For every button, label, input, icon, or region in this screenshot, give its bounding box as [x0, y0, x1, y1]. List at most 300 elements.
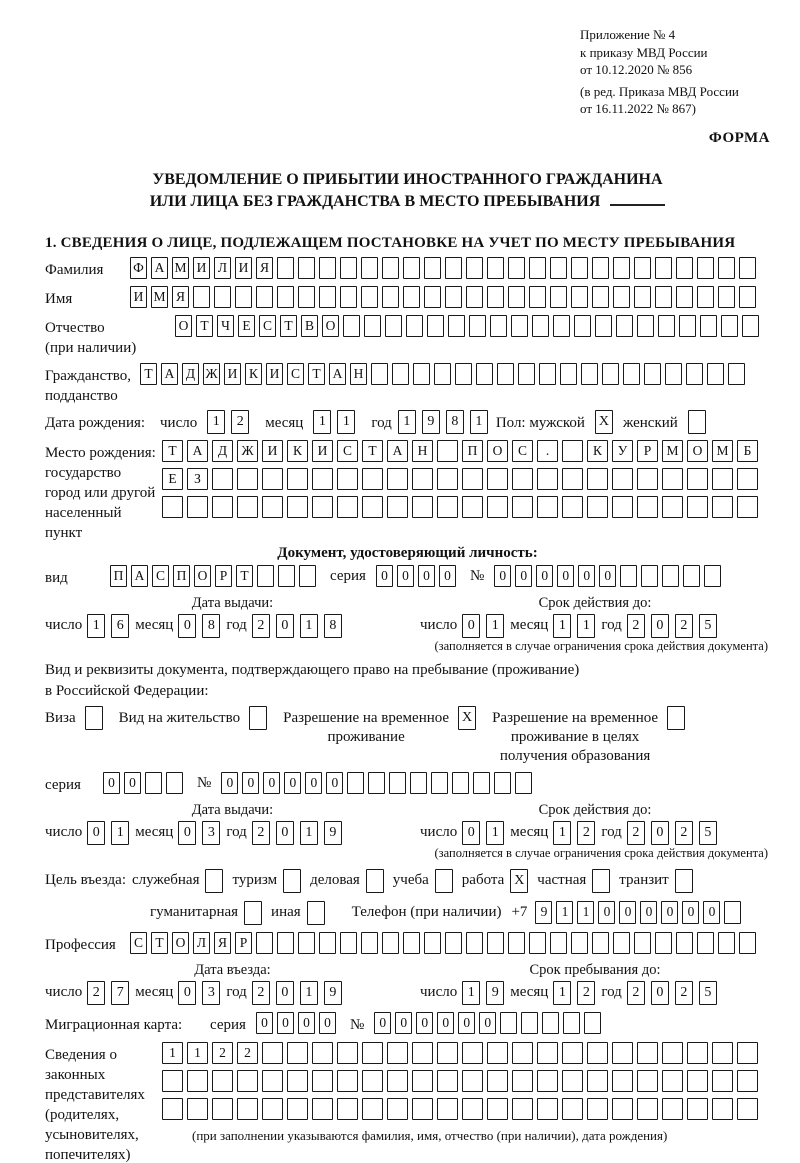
- char-cell[interactable]: [737, 1042, 758, 1064]
- char-cell[interactable]: [529, 286, 546, 308]
- char-cell[interactable]: [662, 468, 683, 490]
- id-valid-year-input[interactable]: [627, 614, 723, 638]
- char-cell[interactable]: [637, 496, 658, 518]
- char-cell[interactable]: [427, 315, 444, 337]
- char-cell[interactable]: [571, 286, 588, 308]
- char-cell[interactable]: [162, 1070, 183, 1092]
- char-cell[interactable]: [487, 1070, 508, 1092]
- char-cell[interactable]: [637, 1070, 658, 1092]
- char-cell[interactable]: [278, 565, 295, 587]
- char-cell[interactable]: 0: [458, 1012, 475, 1034]
- birth-day-input[interactable]: [207, 410, 255, 434]
- id-number-input[interactable]: [494, 565, 725, 589]
- char-cell[interactable]: 2: [237, 1042, 258, 1064]
- birth-place-row3-input[interactable]: [162, 496, 762, 520]
- char-cell[interactable]: [739, 932, 756, 954]
- char-cell[interactable]: 5: [699, 981, 717, 1005]
- char-cell[interactable]: 1: [162, 1042, 183, 1064]
- char-cell[interactable]: 8: [446, 410, 464, 434]
- char-cell[interactable]: 0: [319, 1012, 336, 1034]
- char-cell[interactable]: [424, 286, 441, 308]
- char-cell[interactable]: О: [175, 315, 192, 337]
- char-cell[interactable]: 0: [536, 565, 553, 587]
- char-cell[interactable]: 2: [252, 981, 270, 1005]
- char-cell[interactable]: [676, 257, 693, 279]
- char-cell[interactable]: 1: [398, 410, 416, 434]
- char-cell[interactable]: [361, 257, 378, 279]
- char-cell[interactable]: [235, 286, 252, 308]
- char-cell[interactable]: [512, 496, 533, 518]
- char-cell[interactable]: 2: [627, 981, 645, 1005]
- char-cell[interactable]: Т: [362, 440, 383, 462]
- char-cell[interactable]: [595, 315, 612, 337]
- char-cell[interactable]: 1: [462, 981, 480, 1005]
- char-cell[interactable]: 2: [675, 614, 693, 638]
- char-cell[interactable]: [508, 257, 525, 279]
- char-cell[interactable]: О: [194, 565, 211, 587]
- char-cell[interactable]: [623, 363, 640, 385]
- mig-series-input[interactable]: [256, 1012, 340, 1036]
- char-cell[interactable]: [237, 1098, 258, 1120]
- char-cell[interactable]: 1: [486, 821, 504, 845]
- char-cell[interactable]: [362, 1098, 383, 1120]
- char-cell[interactable]: [487, 1042, 508, 1064]
- permit-valid-year-input[interactable]: [627, 821, 723, 845]
- char-cell[interactable]: [455, 363, 472, 385]
- permit-series-input[interactable]: [103, 772, 187, 796]
- char-cell[interactable]: [704, 565, 721, 587]
- char-cell[interactable]: [431, 772, 448, 794]
- char-cell[interactable]: [368, 772, 385, 794]
- char-cell[interactable]: [592, 932, 609, 954]
- char-cell[interactable]: [612, 468, 633, 490]
- char-cell[interactable]: 0: [374, 1012, 391, 1034]
- char-cell[interactable]: М: [662, 440, 683, 462]
- char-cell[interactable]: [312, 1042, 333, 1064]
- char-cell[interactable]: 0: [651, 614, 669, 638]
- char-cell[interactable]: [587, 1098, 608, 1120]
- char-cell[interactable]: 0: [682, 901, 699, 924]
- char-cell[interactable]: [312, 1070, 333, 1092]
- char-cell[interactable]: [655, 286, 672, 308]
- char-cell[interactable]: 1: [337, 410, 355, 434]
- char-cell[interactable]: [487, 1098, 508, 1120]
- char-cell[interactable]: [739, 286, 756, 308]
- char-cell[interactable]: 0: [178, 981, 196, 1005]
- id-valid-month-input[interactable]: [553, 614, 601, 638]
- char-cell[interactable]: А: [387, 440, 408, 462]
- char-cell[interactable]: И: [130, 286, 147, 308]
- char-cell[interactable]: [257, 565, 274, 587]
- char-cell[interactable]: [613, 932, 630, 954]
- char-cell[interactable]: [277, 257, 294, 279]
- char-cell[interactable]: [574, 315, 591, 337]
- char-cell[interactable]: [424, 932, 441, 954]
- char-cell[interactable]: [553, 315, 570, 337]
- char-cell[interactable]: 0: [439, 565, 456, 587]
- char-cell[interactable]: [612, 1070, 633, 1092]
- char-cell[interactable]: [382, 286, 399, 308]
- entry-year-input[interactable]: [252, 981, 348, 1005]
- char-cell[interactable]: [662, 1042, 683, 1064]
- char-cell[interactable]: А: [161, 363, 178, 385]
- char-cell[interactable]: [445, 932, 462, 954]
- char-cell[interactable]: 0: [479, 1012, 496, 1034]
- char-cell[interactable]: 0: [599, 565, 616, 587]
- char-cell[interactable]: [515, 772, 532, 794]
- char-cell[interactable]: [563, 1012, 580, 1034]
- char-cell[interactable]: [476, 363, 493, 385]
- char-cell[interactable]: [262, 468, 283, 490]
- char-cell[interactable]: [340, 932, 357, 954]
- char-cell[interactable]: [687, 1042, 708, 1064]
- char-cell[interactable]: М: [712, 440, 733, 462]
- char-cell[interactable]: 6: [111, 614, 129, 638]
- char-cell[interactable]: [193, 286, 210, 308]
- char-cell[interactable]: [655, 932, 672, 954]
- char-cell[interactable]: [687, 1070, 708, 1092]
- char-cell[interactable]: [620, 565, 637, 587]
- char-cell[interactable]: Т: [280, 315, 297, 337]
- char-cell[interactable]: 0: [276, 614, 294, 638]
- male-checkbox[interactable]: [595, 410, 613, 434]
- char-cell[interactable]: [387, 1042, 408, 1064]
- char-cell[interactable]: [511, 315, 528, 337]
- char-cell[interactable]: [298, 932, 315, 954]
- char-cell[interactable]: Я: [256, 257, 273, 279]
- char-cell[interactable]: [697, 257, 714, 279]
- char-cell[interactable]: [462, 1098, 483, 1120]
- char-cell[interactable]: [587, 1042, 608, 1064]
- purpose-tourism-checkbox[interactable]: [283, 869, 301, 893]
- char-cell[interactable]: [337, 1098, 358, 1120]
- char-cell[interactable]: [366, 869, 384, 893]
- char-cell[interactable]: 0: [277, 1012, 294, 1034]
- char-cell[interactable]: [277, 932, 294, 954]
- char-cell[interactable]: 0: [703, 901, 720, 924]
- id-issue-day-input[interactable]: [87, 614, 135, 638]
- char-cell[interactable]: [387, 468, 408, 490]
- char-cell[interactable]: [487, 496, 508, 518]
- char-cell[interactable]: [737, 468, 758, 490]
- permit-issue-day-input[interactable]: [87, 821, 135, 845]
- char-cell[interactable]: 9: [324, 981, 342, 1005]
- char-cell[interactable]: С: [259, 315, 276, 337]
- char-cell[interactable]: И: [235, 257, 252, 279]
- id-issue-month-input[interactable]: [178, 614, 226, 638]
- id-series-input[interactable]: [376, 565, 460, 589]
- char-cell[interactable]: [718, 932, 735, 954]
- char-cell[interactable]: [676, 932, 693, 954]
- char-cell[interactable]: [145, 772, 162, 794]
- char-cell[interactable]: [371, 363, 388, 385]
- char-cell[interactable]: [361, 932, 378, 954]
- char-cell[interactable]: [462, 468, 483, 490]
- char-cell[interactable]: [592, 869, 610, 893]
- char-cell[interactable]: К: [587, 440, 608, 462]
- char-cell[interactable]: [560, 363, 577, 385]
- char-cell[interactable]: [508, 932, 525, 954]
- char-cell[interactable]: 0: [298, 1012, 315, 1034]
- char-cell[interactable]: [683, 565, 700, 587]
- char-cell[interactable]: [473, 772, 490, 794]
- char-cell[interactable]: 2: [675, 821, 693, 845]
- char-cell[interactable]: [413, 363, 430, 385]
- id-valid-day-input[interactable]: [462, 614, 510, 638]
- char-cell[interactable]: 0: [494, 565, 511, 587]
- residence-permit-checkbox[interactable]: [249, 706, 267, 730]
- char-cell[interactable]: [387, 496, 408, 518]
- char-cell[interactable]: [487, 257, 504, 279]
- char-cell[interactable]: 0: [462, 821, 480, 845]
- char-cell[interactable]: [602, 363, 619, 385]
- char-cell[interactable]: [287, 496, 308, 518]
- char-cell[interactable]: [237, 468, 258, 490]
- visa-checkbox[interactable]: [85, 706, 103, 730]
- char-cell[interactable]: [283, 869, 301, 893]
- char-cell[interactable]: [437, 1098, 458, 1120]
- char-cell[interactable]: Д: [182, 363, 199, 385]
- char-cell[interactable]: [537, 1070, 558, 1092]
- char-cell[interactable]: Е: [162, 468, 183, 490]
- char-cell[interactable]: [662, 1070, 683, 1092]
- char-cell[interactable]: [469, 315, 486, 337]
- char-cell[interactable]: [362, 1070, 383, 1092]
- patronymic-input[interactable]: [175, 315, 763, 339]
- char-cell[interactable]: [512, 468, 533, 490]
- char-cell[interactable]: 0: [418, 565, 435, 587]
- char-cell[interactable]: С: [287, 363, 304, 385]
- char-cell[interactable]: 0: [256, 1012, 273, 1034]
- char-cell[interactable]: [362, 468, 383, 490]
- char-cell[interactable]: [562, 1070, 583, 1092]
- char-cell[interactable]: [537, 496, 558, 518]
- char-cell[interactable]: [212, 1070, 233, 1092]
- char-cell[interactable]: 2: [252, 821, 270, 845]
- char-cell[interactable]: [697, 286, 714, 308]
- char-cell[interactable]: X: [510, 869, 528, 893]
- char-cell[interactable]: [187, 496, 208, 518]
- char-cell[interactable]: [361, 286, 378, 308]
- representatives-row2-input[interactable]: [162, 1070, 762, 1094]
- char-cell[interactable]: З: [187, 468, 208, 490]
- purpose-transit-checkbox[interactable]: [675, 869, 693, 893]
- char-cell[interactable]: 9: [486, 981, 504, 1005]
- char-cell[interactable]: 7: [111, 981, 129, 1005]
- char-cell[interactable]: [521, 1012, 538, 1034]
- char-cell[interactable]: [340, 286, 357, 308]
- char-cell[interactable]: 0: [598, 901, 615, 924]
- char-cell[interactable]: М: [151, 286, 168, 308]
- char-cell[interactable]: 9: [535, 901, 552, 924]
- char-cell[interactable]: [539, 363, 556, 385]
- char-cell[interactable]: [707, 363, 724, 385]
- char-cell[interactable]: 8: [202, 614, 220, 638]
- char-cell[interactable]: Т: [162, 440, 183, 462]
- char-cell[interactable]: [262, 496, 283, 518]
- char-cell[interactable]: 1: [300, 821, 318, 845]
- id-issue-year-input[interactable]: [252, 614, 348, 638]
- permit-valid-day-input[interactable]: [462, 821, 510, 845]
- char-cell[interactable]: 2: [577, 821, 595, 845]
- given-name-input[interactable]: [130, 286, 760, 310]
- char-cell[interactable]: [529, 257, 546, 279]
- char-cell[interactable]: [697, 932, 714, 954]
- char-cell[interactable]: [162, 1098, 183, 1120]
- birth-month-input[interactable]: [313, 410, 361, 434]
- char-cell[interactable]: [612, 1042, 633, 1064]
- char-cell[interactable]: [256, 286, 273, 308]
- char-cell[interactable]: 1: [556, 901, 573, 924]
- char-cell[interactable]: 0: [305, 772, 322, 794]
- char-cell[interactable]: [319, 286, 336, 308]
- char-cell[interactable]: [667, 706, 685, 730]
- char-cell[interactable]: 1: [577, 901, 594, 924]
- char-cell[interactable]: 1: [313, 410, 331, 434]
- char-cell[interactable]: [512, 1070, 533, 1092]
- char-cell[interactable]: 0: [437, 1012, 454, 1034]
- char-cell[interactable]: 0: [557, 565, 574, 587]
- char-cell[interactable]: [637, 1098, 658, 1120]
- char-cell[interactable]: 0: [276, 981, 294, 1005]
- purpose-private-checkbox[interactable]: [592, 869, 610, 893]
- char-cell[interactable]: 1: [553, 614, 571, 638]
- char-cell[interactable]: Л: [193, 932, 210, 954]
- char-cell[interactable]: [494, 772, 511, 794]
- char-cell[interactable]: [387, 1098, 408, 1120]
- char-cell[interactable]: [437, 1042, 458, 1064]
- char-cell[interactable]: И: [312, 440, 333, 462]
- char-cell[interactable]: [312, 1098, 333, 1120]
- char-cell[interactable]: С: [512, 440, 533, 462]
- char-cell[interactable]: [437, 1070, 458, 1092]
- char-cell[interactable]: 2: [231, 410, 249, 434]
- char-cell[interactable]: [518, 363, 535, 385]
- char-cell[interactable]: 0: [651, 821, 669, 845]
- char-cell[interactable]: .: [537, 440, 558, 462]
- char-cell[interactable]: 5: [699, 614, 717, 638]
- char-cell[interactable]: [537, 468, 558, 490]
- char-cell[interactable]: 0: [397, 565, 414, 587]
- char-cell[interactable]: [612, 1098, 633, 1120]
- mig-number-input[interactable]: [374, 1012, 605, 1036]
- char-cell[interactable]: [448, 315, 465, 337]
- char-cell[interactable]: [562, 1042, 583, 1064]
- char-cell[interactable]: [382, 932, 399, 954]
- char-cell[interactable]: Т: [196, 315, 213, 337]
- char-cell[interactable]: [712, 1098, 733, 1120]
- char-cell[interactable]: [307, 901, 325, 925]
- purpose-work-checkbox[interactable]: [510, 869, 528, 893]
- purpose-business-checkbox[interactable]: [366, 869, 384, 893]
- char-cell[interactable]: [529, 932, 546, 954]
- char-cell[interactable]: [688, 410, 706, 434]
- char-cell[interactable]: С: [130, 932, 147, 954]
- char-cell[interactable]: [262, 1098, 283, 1120]
- entry-day-input[interactable]: [87, 981, 135, 1005]
- char-cell[interactable]: 8: [324, 614, 342, 638]
- char-cell[interactable]: [644, 363, 661, 385]
- char-cell[interactable]: [412, 1042, 433, 1064]
- char-cell[interactable]: [686, 363, 703, 385]
- char-cell[interactable]: 0: [661, 901, 678, 924]
- char-cell[interactable]: Л: [214, 257, 231, 279]
- char-cell[interactable]: [497, 363, 514, 385]
- char-cell[interactable]: [237, 496, 258, 518]
- char-cell[interactable]: [721, 315, 738, 337]
- char-cell[interactable]: [584, 1012, 601, 1034]
- stay-month-input[interactable]: [553, 981, 601, 1005]
- entry-month-input[interactable]: [178, 981, 226, 1005]
- char-cell[interactable]: [312, 468, 333, 490]
- char-cell[interactable]: Ф: [130, 257, 147, 279]
- char-cell[interactable]: 0: [178, 821, 196, 845]
- char-cell[interactable]: [277, 286, 294, 308]
- char-cell[interactable]: Ж: [203, 363, 220, 385]
- char-cell[interactable]: Р: [215, 565, 232, 587]
- char-cell[interactable]: Б: [737, 440, 758, 462]
- char-cell[interactable]: [658, 315, 675, 337]
- char-cell[interactable]: 0: [242, 772, 259, 794]
- char-cell[interactable]: А: [131, 565, 148, 587]
- char-cell[interactable]: [337, 1042, 358, 1064]
- char-cell[interactable]: [742, 315, 759, 337]
- char-cell[interactable]: [343, 315, 360, 337]
- char-cell[interactable]: 0: [276, 821, 294, 845]
- char-cell[interactable]: [287, 1098, 308, 1120]
- char-cell[interactable]: [434, 363, 451, 385]
- char-cell[interactable]: [244, 901, 262, 925]
- char-cell[interactable]: 2: [675, 981, 693, 1005]
- char-cell[interactable]: [412, 1098, 433, 1120]
- char-cell[interactable]: [212, 468, 233, 490]
- char-cell[interactable]: 1: [553, 821, 571, 845]
- representatives-row3-input[interactable]: [162, 1098, 762, 1122]
- purpose-official-checkbox[interactable]: [205, 869, 223, 893]
- char-cell[interactable]: [385, 315, 402, 337]
- char-cell[interactable]: [187, 1098, 208, 1120]
- char-cell[interactable]: [403, 286, 420, 308]
- char-cell[interactable]: [737, 496, 758, 518]
- profession-input[interactable]: [130, 932, 760, 956]
- birth-place-row2-input[interactable]: [162, 468, 762, 492]
- char-cell[interactable]: [237, 1070, 258, 1092]
- char-cell[interactable]: [724, 901, 741, 924]
- char-cell[interactable]: [403, 257, 420, 279]
- char-cell[interactable]: 0: [376, 565, 393, 587]
- char-cell[interactable]: 0: [619, 901, 636, 924]
- char-cell[interactable]: 3: [202, 981, 220, 1005]
- char-cell[interactable]: [410, 772, 427, 794]
- char-cell[interactable]: [712, 1070, 733, 1092]
- char-cell[interactable]: [406, 315, 423, 337]
- female-checkbox[interactable]: [688, 410, 706, 434]
- char-cell[interactable]: [637, 468, 658, 490]
- char-cell[interactable]: [287, 1070, 308, 1092]
- char-cell[interactable]: 9: [324, 821, 342, 845]
- char-cell[interactable]: Д: [212, 440, 233, 462]
- char-cell[interactable]: 0: [263, 772, 280, 794]
- char-cell[interactable]: [592, 286, 609, 308]
- char-cell[interactable]: 0: [87, 821, 105, 845]
- char-cell[interactable]: [389, 772, 406, 794]
- char-cell[interactable]: [571, 257, 588, 279]
- char-cell[interactable]: [387, 1070, 408, 1092]
- char-cell[interactable]: Ч: [217, 315, 234, 337]
- char-cell[interactable]: 0: [462, 614, 480, 638]
- char-cell[interactable]: [166, 772, 183, 794]
- char-cell[interactable]: [512, 1042, 533, 1064]
